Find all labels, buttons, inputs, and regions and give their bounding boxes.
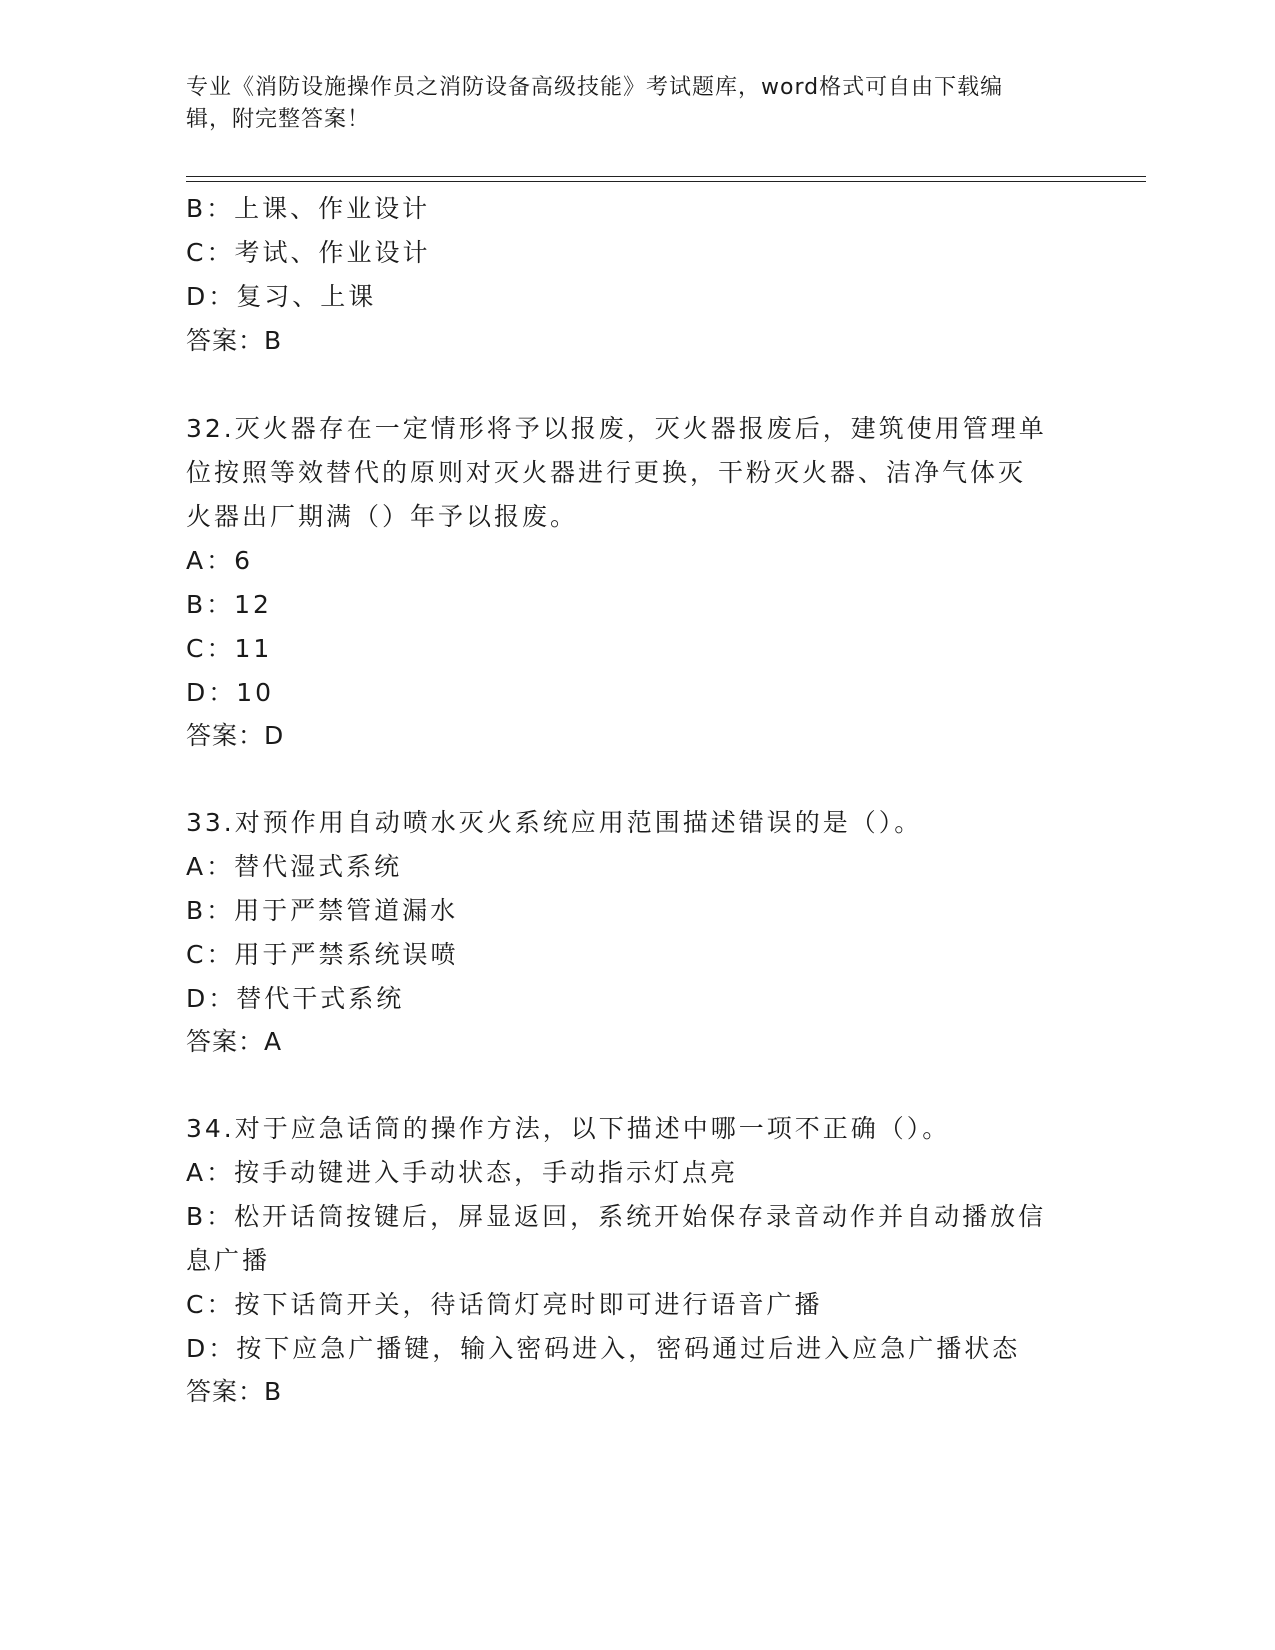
question-stem-line: 32.灭火器存在一定情形将予以报废，灭火器报废后，建筑使用管理单 <box>186 414 1047 443</box>
option-c: C：按下话筒开关，待话筒灯亮时即可进行语音广播 <box>186 1290 823 1319</box>
option-b: B：松开话筒按键后，屏显返回，系统开始保存录音动作并自动播放信 <box>186 1202 1047 1231</box>
question-stem-line: 位按照等效替代的原则对灭火器进行更换，干粉灭火器、洁净气体灭 <box>186 458 1027 487</box>
header-text <box>186 72 1086 136</box>
answer-line <box>186 718 283 754</box>
option-c: C：11 <box>186 634 273 663</box>
option-a: A：替代湿式系统 <box>186 852 403 881</box>
option-b: B：用于严禁管道漏水 <box>186 896 459 925</box>
answer-value: B <box>264 1377 282 1406</box>
answer-value: A <box>264 1027 282 1056</box>
header-line-2: 辑，附完整答案！ <box>186 107 371 132</box>
option-b: B：上课、作业设计 <box>186 194 431 223</box>
option-d: D：按下应急广播键，输入密码进入，密码通过后进入应急广播状态 <box>186 1334 1021 1363</box>
question-stem-line: 火器出厂期满（）年予以报废。 <box>186 502 579 531</box>
answer-line <box>186 1374 281 1410</box>
option-a: A：6 <box>186 546 254 575</box>
header-divider-top <box>186 176 1146 177</box>
option-b-continued: 息广播 <box>186 1246 271 1275</box>
option-c: C：用于严禁系统误喷 <box>186 940 459 969</box>
answer-label: 答案： <box>186 326 265 355</box>
answer-label: 答案： <box>186 1377 265 1406</box>
option-c: C：考试、作业设计 <box>186 238 431 267</box>
question-stem-line: 33.对预作用自动喷水灭火系统应用范围描述错误的是（）。 <box>186 808 923 837</box>
option-a: A：按手动键进入手动状态，手动指示灯点亮 <box>186 1158 739 1187</box>
option-b: B：12 <box>186 590 272 619</box>
option-d: D：10 <box>186 678 275 707</box>
answer-label: 答案： <box>186 1027 265 1056</box>
option-d: D：替代干式系统 <box>186 984 405 1013</box>
answer-line <box>186 1024 281 1060</box>
answer-label: 答案： <box>186 721 265 750</box>
header-line-1: 专业《消防设施操作员之消防设备高级技能》考试题库，word格式可自由下载编 <box>186 75 1004 100</box>
question-stem-line: 34.对于应急话筒的操作方法，以下描述中哪一项不正确（）。 <box>186 1114 951 1143</box>
option-d: D：复习、上课 <box>186 282 377 311</box>
answer-line <box>186 323 281 359</box>
header-divider-bottom <box>186 181 1146 182</box>
answer-value: D <box>264 721 284 750</box>
answer-value: B <box>264 326 282 355</box>
